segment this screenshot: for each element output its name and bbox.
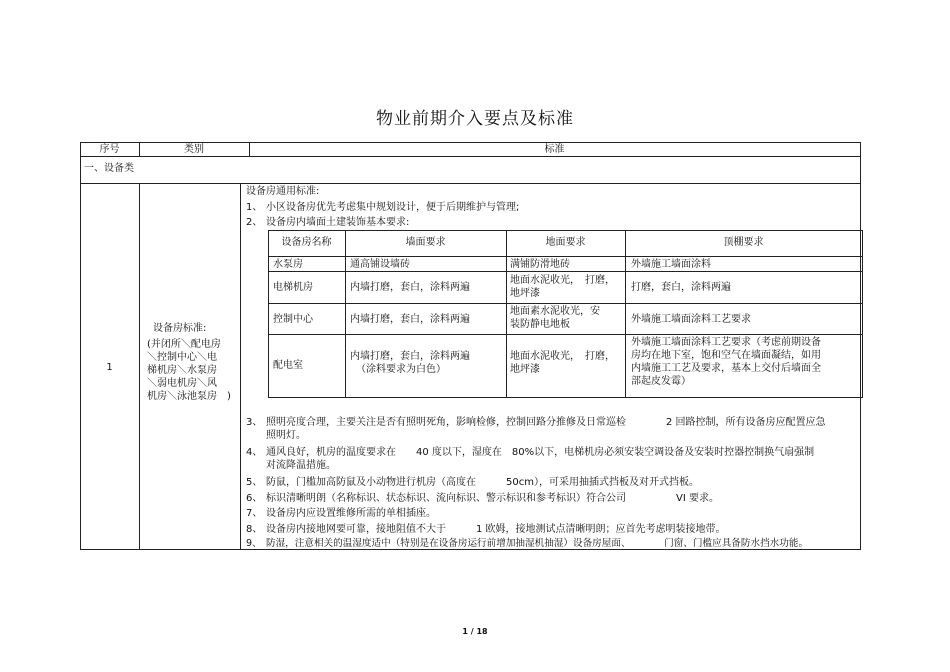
item-text: 设备房内接地网要可靠，接地阻值不大于 1 欧姆，接地测试点清晰明朗；应首先考虑明装接地带。 (266, 524, 726, 535)
wall-line: （涂料要求为白色） (356, 364, 446, 375)
floor-requirement (510, 350, 615, 376)
floor-line: 装防静电地板 (510, 319, 570, 330)
intro-text: 设备房通用标准: (246, 186, 320, 197)
ceiling-requirement: 打磨，套白，涂料两遍 (631, 282, 731, 293)
wall-line: 内墙打磨，套白，涂料两遍 (350, 351, 470, 362)
wall-requirement: 通高铺设墙砖 (350, 259, 410, 270)
category-line: 梯机房＼水泵房 (147, 365, 217, 376)
item-text-cont: 照明灯。 (266, 430, 306, 441)
floor-line: 地坪漆 (510, 364, 540, 375)
category-line: ＼控制中心＼电 (147, 352, 217, 363)
item-number: 4、 (246, 447, 263, 458)
floor-line: 地面水泥收光， 打磨， (510, 275, 615, 286)
standard-item-6 (246, 492, 719, 505)
item-number: 2、 (246, 217, 263, 228)
room-name: 控制中心 (273, 314, 313, 325)
category-line: 机房＼泳池泵房 ) (147, 391, 231, 402)
ceiling-requirement (631, 336, 821, 388)
floor-line: 地面水泥收光， 打磨， (510, 351, 615, 362)
standard-item-5 (246, 476, 699, 489)
header-type: 类别 (184, 144, 204, 155)
floor-requirement (510, 305, 600, 331)
category-title: 设备房标准: (153, 323, 207, 334)
page-number: 1 / 18 (462, 627, 488, 636)
room-name: 电梯机房 (273, 282, 313, 293)
standard-item-1 (246, 201, 519, 214)
ceiling-line: 内墙施工工艺及要求，基本上交付后墙面全 (631, 363, 821, 374)
standard-item-4 (246, 446, 814, 472)
item-text: 通风良好，机房的温度要求在 40 度以下，湿度在 80%以下，电梯机房必须安装空调设备及安装时控器控制换气扇强制 (266, 447, 815, 458)
item-number: 3、 (246, 417, 263, 428)
category-line: (并闭所＼配电房 (147, 339, 221, 350)
header-no: 序号 (99, 144, 120, 155)
standard-item-8 (246, 523, 726, 536)
category-cell (141, 322, 239, 403)
floor-line: 地面素水泥收光，安 (510, 306, 600, 317)
standard-item-3 (246, 416, 826, 442)
header-standard: 标准 (544, 144, 565, 155)
floor-line: 地坪漆 (510, 288, 540, 299)
room-name: 水泵房 (273, 259, 303, 270)
item-number: 6、 (246, 493, 263, 504)
item-number: 5、 (246, 477, 263, 488)
floor-requirement: 满铺防滑地砖 (510, 259, 570, 270)
standard-item-9 (246, 537, 808, 550)
category-lines (141, 338, 239, 403)
item-text: 小区设备房优先考虑集中规划设计，便于后期维护与管理; (266, 202, 520, 213)
category-line: ＼弱电机房＼风 (147, 378, 217, 389)
item-text: 照明亮度合理，主要关注是否有照明死角，影响检修，控制回路分推修及日常巡检 2 回路控制，所有设备房应配置应急 (266, 417, 826, 428)
standard-item-2 (246, 216, 409, 229)
floor-requirement (510, 274, 615, 300)
item-number: 8、 (246, 524, 263, 535)
wall-requirement: 内墙打磨，套白，涂料两遍 (350, 314, 470, 325)
ceiling-requirement: 外墙施工墙面涂料工艺要求 (631, 314, 751, 325)
ceiling-requirement: 外墙施工墙面涂料 (631, 259, 711, 270)
item-text: 标识清晰明朗（名称标识、状态标识、流向标识、警示标识和参考标识）符合公司 VI 要求。 (266, 493, 719, 504)
item-text-cont: 对流降温措施。 (266, 460, 336, 471)
item-number: 7、 (246, 508, 263, 519)
standard-item-7 (246, 507, 436, 520)
section-title: 一、设备类 (84, 163, 134, 174)
row-number: 1 (106, 362, 113, 373)
inner-header-floor: 地面要求 (545, 237, 586, 248)
inner-header-wall: 墙面要求 (405, 237, 446, 248)
item-text: 防鼠，门槛加高防鼠及小动物进行机房（高度在 50cm），可采用抽插式挡板及对开式挡板。 (266, 477, 699, 488)
item-number: 9、 (246, 538, 262, 549)
inner-header-ceiling: 顶棚要求 (723, 237, 764, 248)
ceiling-line: 房均在地下室，饱和空气在墙面凝结，如用 (631, 350, 821, 361)
page-title: 物业前期介入要点及标准 (376, 109, 574, 129)
item-text: 设备房内墙面土建装饰基本要求: (266, 217, 410, 228)
inner-header-name: 设备房名称 (281, 237, 332, 248)
ceiling-line: 外墙施工墙面涂料工艺要求（考虑前期设备 (631, 337, 821, 348)
ceiling-line: 部起皮发霉） (631, 376, 691, 387)
item-text: 防湿，注意相关的温湿度适中（特别是在设备房运行前增加抽湿机抽湿）设备房屋面、 门窗、门槛应具备防水挡水功能。 (266, 538, 809, 549)
room-name: 配电室 (273, 360, 303, 371)
item-text: 设备房内应设置维修所需的单相插座。 (266, 508, 436, 519)
wall-requirement (350, 350, 470, 376)
item-number: 1、 (246, 202, 263, 213)
wall-requirement: 内墙打磨，套白，涂料两遍 (350, 282, 470, 293)
